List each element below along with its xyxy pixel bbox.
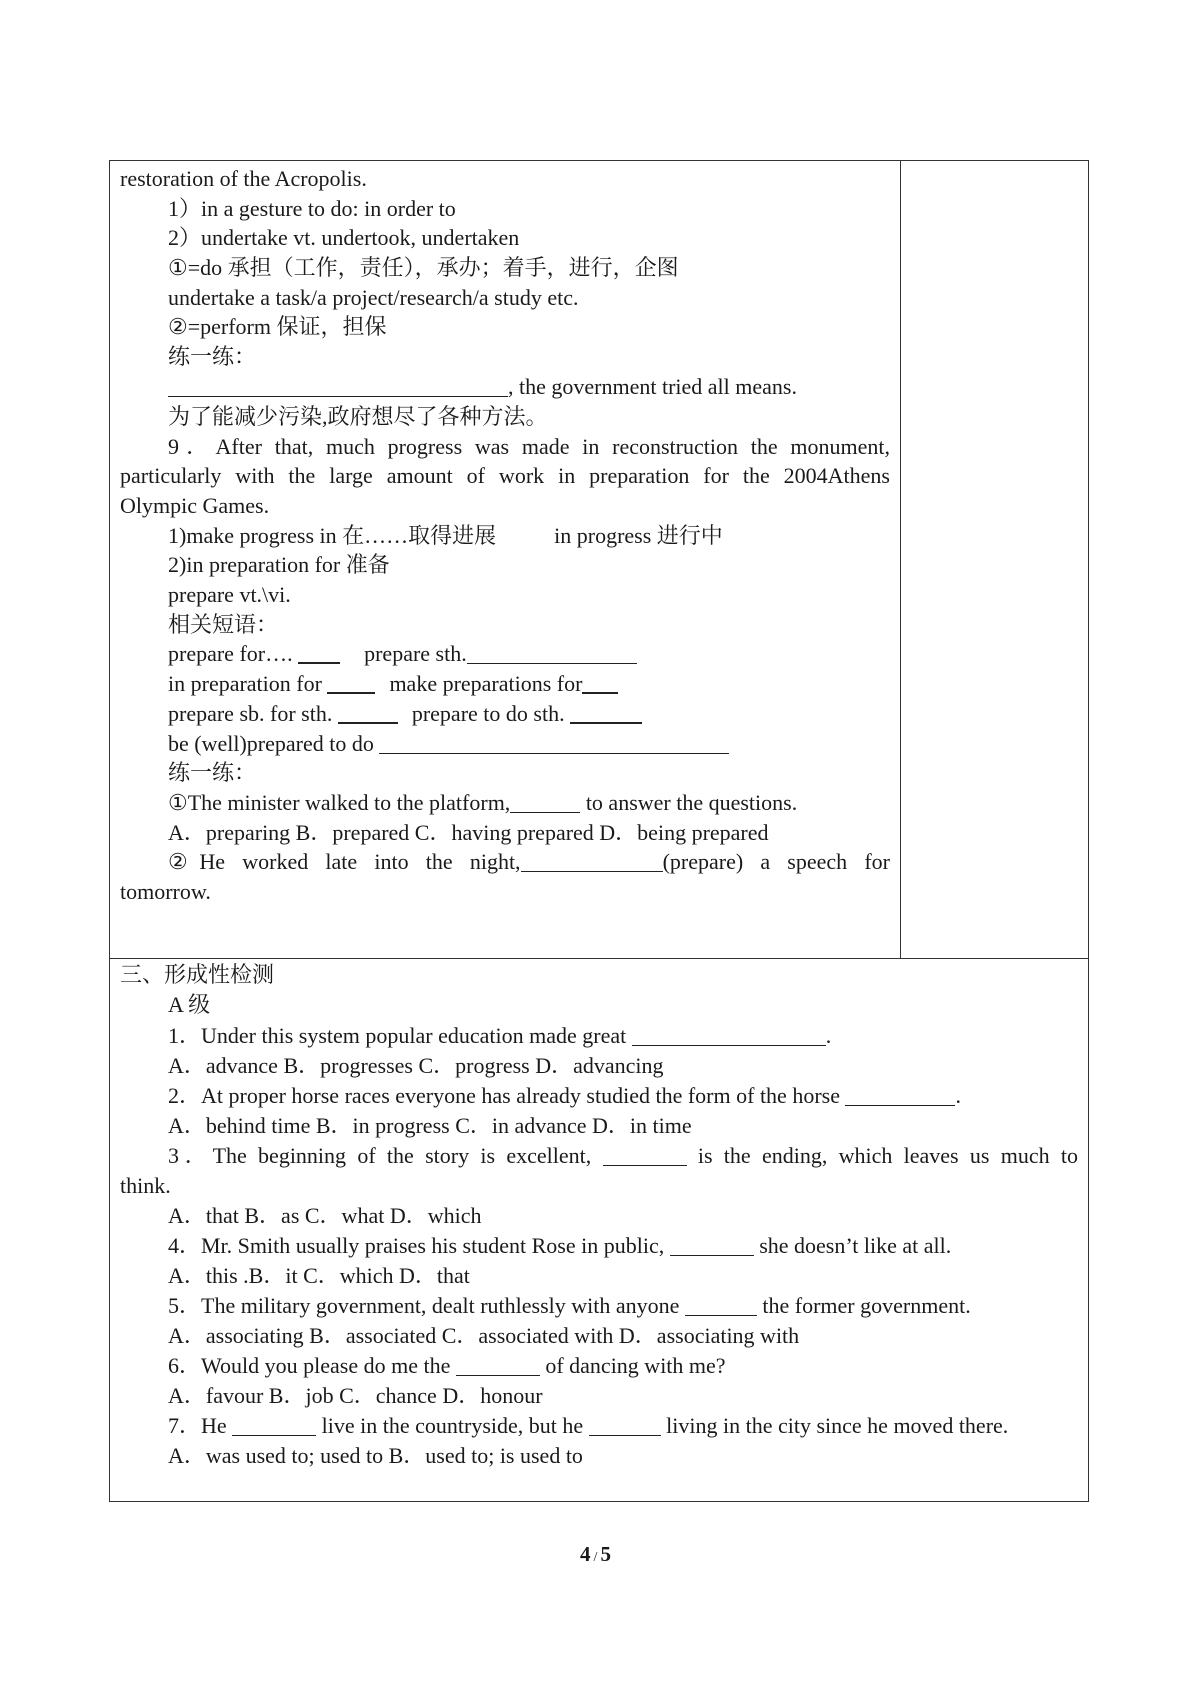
answer-blank[interactable] [168, 374, 508, 397]
fill-in-line: ②He worked late into the night, (prepare) a speech for [168, 849, 890, 874]
text-line: Olympic Games. [120, 493, 270, 518]
section-heading: 三、形成性检测 [120, 962, 275, 987]
text-line: 练一练： [168, 760, 257, 785]
text-line: 9．After that, much progress was made in reconstruction the monument, [168, 434, 890, 459]
answer-blank[interactable] [632, 1023, 826, 1046]
notes-cell [110, 161, 901, 958]
question-5-options: A．associating B．associated C．associated with D．associating with [168, 1323, 800, 1348]
margin-notes-cell[interactable] [901, 161, 1088, 958]
answer-blank[interactable] [570, 700, 642, 724]
answer-blank[interactable] [338, 700, 398, 724]
answer-blank[interactable] [456, 1353, 540, 1376]
answer-blank[interactable] [603, 1143, 687, 1166]
fill-in-line: , the government tried all means. [168, 371, 890, 403]
options-line: A．preparing B．prepared C．having prepared D．being prepared [168, 820, 769, 845]
answer-blank[interactable] [232, 1413, 316, 1436]
fill-in-line: ①The minister walked to the platform, to answer the questions. [168, 790, 798, 815]
assessment-cell [110, 958, 1088, 1501]
question-5: 5．The military government, dealt ruthlessly with anyone the former government. [168, 1293, 971, 1318]
answer-blank[interactable] [510, 790, 580, 813]
text-line: 相关短语： [168, 612, 279, 637]
text-line: particularly with the large amount of work in preparation for the 2004Athens [120, 463, 890, 488]
text-line: 练一练： [168, 344, 257, 369]
text-line: 1)make progress in 在……取得进展 in progress 进行中 [168, 523, 723, 548]
question-7: 7．He live in the countryside, but he living in the city since he moved there. [168, 1413, 1009, 1438]
question-6: 6．Would you please do me the of dancing with me? [168, 1353, 726, 1378]
answer-blank[interactable] [521, 849, 663, 872]
question-4-options: A．this .B．it C．which D．that [168, 1263, 470, 1288]
question-2-options: A．behind time B．in progress C．in advance D．in time [168, 1113, 692, 1138]
question-1-options: A．advance B．progresses C．progress D．advancing [168, 1053, 664, 1078]
text-line: 2)in preparation for 准备 [168, 552, 390, 577]
answer-blank[interactable] [379, 731, 729, 754]
text-line: 2）undertake vt. undertook, undertaken [168, 225, 520, 250]
question-3-options: A．that B．as C．what D．which [168, 1203, 482, 1228]
text-line: tomorrow. [120, 879, 211, 904]
fill-in-line: be (well)prepared to do [168, 728, 890, 760]
text-line: 1）in a gesture to do: in order to [168, 196, 456, 221]
question-2: 2．At proper horse races everyone has already studied the form of the horse . [168, 1083, 961, 1108]
answer-blank[interactable] [327, 670, 375, 694]
answer-blank[interactable] [685, 1293, 757, 1316]
question-6-options: A．favour B．job C．chance D．honour [168, 1383, 543, 1408]
question-4: 4．Mr. Smith usually praises his student Rose in public, she doesn’t like at all. [168, 1233, 952, 1258]
text-line: ②=perform 保证，担保 [168, 314, 387, 339]
text-line: 为了能减少污染,政府想尽了各种方法。 [168, 404, 548, 429]
answer-blank[interactable] [845, 1083, 955, 1106]
text-line: restoration of the Acropolis. [120, 166, 367, 191]
fill-in-line: prepare for…. prepare sth. [168, 638, 890, 670]
text-line: ①=do 承担（工作，责任），承办；着手，进行，企图 [168, 255, 679, 280]
answer-blank[interactable] [670, 1233, 754, 1256]
answer-blank[interactable] [298, 640, 340, 664]
fill-in-line: in preparation for make preparations for [168, 668, 890, 700]
question-3: 3．The beginning of the story is excellent, is the ending, which leaves us much to [168, 1143, 1079, 1168]
answer-blank[interactable] [582, 670, 618, 694]
fill-in-line: prepare sb. for sth. prepare to do sth. [168, 698, 890, 730]
page-number: 4 / 5 [580, 1542, 611, 1566]
text-line: undertake a task/a project/research/a study etc. [168, 285, 579, 310]
worksheet-table [109, 160, 1089, 1502]
question-1: 1．Under this system popular education made great . [168, 1023, 832, 1048]
answer-blank[interactable] [467, 641, 637, 664]
level-label: A 级 [168, 992, 211, 1017]
question-7-options: A．was used to; used to B．used to; is used to [168, 1443, 583, 1468]
answer-blank[interactable] [589, 1413, 661, 1436]
question-3-cont: think. [120, 1173, 171, 1198]
text-line: prepare vt.\vi. [168, 582, 291, 607]
